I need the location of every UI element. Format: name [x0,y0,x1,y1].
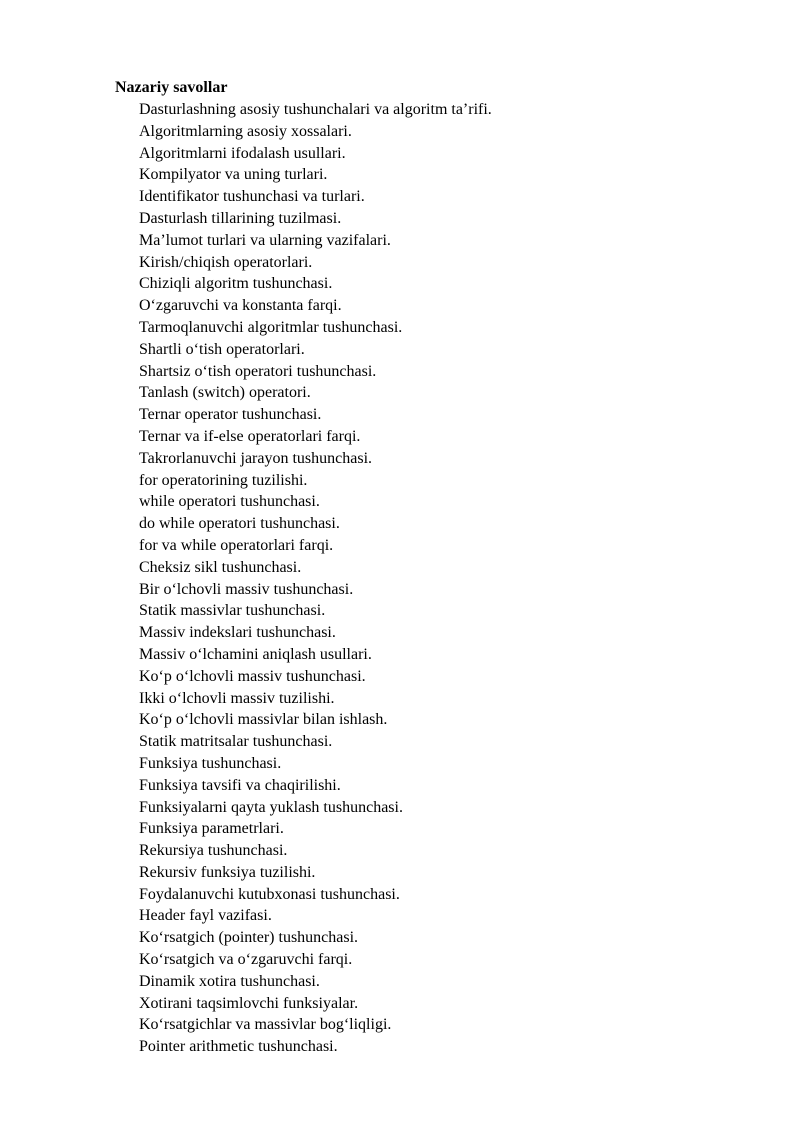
question-item: Ikki o‘lchovli massiv tuzilishi. [139,689,335,707]
question-item: Algoritmlarni ifodalash usullari. [139,144,346,162]
question-item: Bir o‘lchovli massiv tushunchasi. [139,580,354,598]
question-item: Statik massivlar tushunchasi. [139,602,326,620]
question-item: Shartli o‘tish operatorlari. [139,340,305,358]
question-item: Tarmoqlanuvchi algoritmlar tushunchasi. [139,318,403,336]
question-list [139,99,492,1058]
question-item: for va while operatorlari farqi. [139,536,334,554]
question-item: Pointer arithmetic tushunchasi. [139,1038,338,1056]
question-item: Ko‘rsatgich (pointer) tushunchasi. [139,929,359,947]
question-item: Rekursiv funksiya tuzilishi. [139,863,316,881]
question-item: Foydalanuvchi kutubxonasi tushunchasi. [139,885,400,903]
question-item: Statik matritsalar tushunchasi. [139,733,333,751]
question-item: do while operatori tushunchasi. [139,515,340,533]
question-item: Kompilyator va uning turlari. [139,166,328,184]
question-item: Funksiya tushunchasi. [139,754,282,772]
question-item: Ko‘p o‘lchovli massiv tushunchasi. [139,667,366,685]
question-item: Header fayl vazifasi. [139,907,272,925]
question-item: Dasturlashning asosiy tushunchalari va algoritm ta’rifi. [139,101,492,118]
question-item: Massiv indekslari tushunchasi. [139,624,336,642]
question-item: Chiziqli algoritm tushunchasi. [139,275,333,293]
question-item: while operatori tushunchasi. [139,493,320,511]
question-item: Funksiya tavsifi va chaqirilishi. [139,776,341,794]
question-item: Funksiyalarni qayta yuklash tushunchasi. [139,798,403,816]
question-item: Kirish/chiqish operatorlari. [139,253,313,271]
section-heading: Nazariy savollar [115,79,228,96]
question-item: Massiv o‘lchamini aniqlash usullari. [139,645,372,663]
question-item: Rekursiya tushunchasi. [139,842,288,860]
question-item: Ternar operator tushunchasi. [139,406,322,424]
question-item: O‘zgaruvchi va konstanta farqi. [139,297,342,315]
question-item: Xotirani taqsimlovchi funksiyalar. [139,994,359,1012]
question-item: Identifikator tushunchasi va turlari. [139,188,365,206]
question-item: Algoritmlarning asosiy xossalari. [139,122,352,140]
question-item: Cheksiz sikl tushunchasi. [139,558,302,576]
question-item: Dinamik xotira tushunchasi. [139,972,320,990]
question-item: Takrorlanuvchi jarayon tushunchasi. [139,449,373,467]
question-item: Tanlash (switch) operatori. [139,384,311,402]
question-item: for operatorining tuzilishi. [139,471,308,489]
question-item: Ko‘rsatgichlar va massivlar bog‘liqligi. [139,1016,392,1034]
question-item: Funksiya parametrlari. [139,820,284,838]
question-item: Ma’lumot turlari va ularning vazifalari. [139,231,391,249]
question-item: Dasturlash tillarining tuzilmasi. [139,209,342,227]
question-item: Ko‘rsatgich va o‘zgaruvchi farqi. [139,951,353,969]
question-item: Ko‘p o‘lchovli massivlar bilan ishlash. [139,711,388,729]
question-item: Ternar va if-else operatorlari farqi. [139,427,361,445]
question-item: Shartsiz o‘tish operatori tushunchasi. [139,362,377,380]
